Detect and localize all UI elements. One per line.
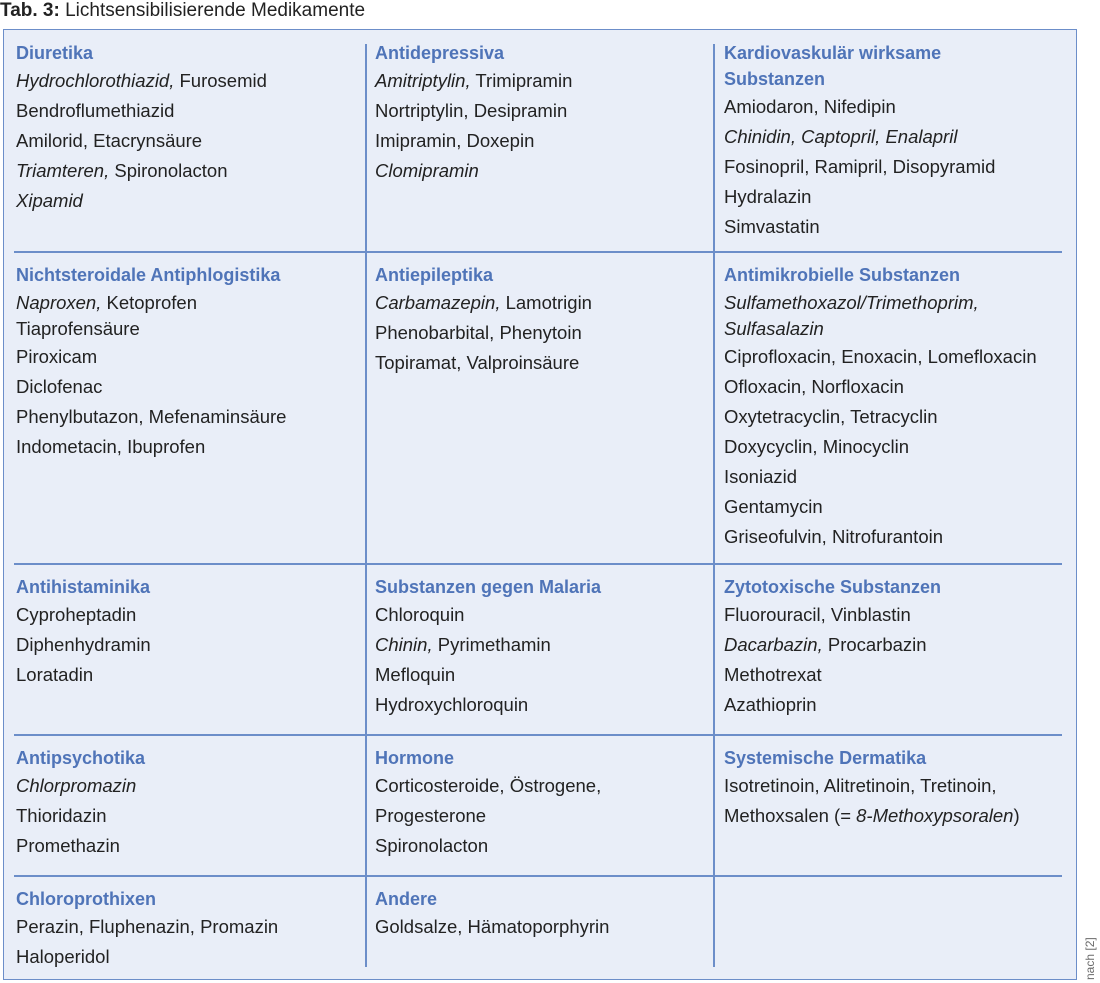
drug-line: Griseofulvin, Nitrofurantoin	[724, 526, 944, 547]
drug-line: Spironolacton	[375, 835, 489, 856]
row-divider	[14, 875, 1062, 877]
cell-nsar	[16, 262, 286, 462]
drug-line: Haloperidol	[16, 946, 110, 967]
drug-line: Hydrochlorothiazid, Furosemid	[16, 70, 267, 91]
source-credit: nach [2]	[1083, 937, 1097, 980]
cell-chloroprothixen	[16, 886, 278, 972]
drug-line: Methotrexat	[724, 664, 822, 685]
drug-line: Oxytetracyclin, Tetracyclin	[724, 406, 938, 427]
cell-diuretika	[16, 40, 267, 216]
drug-line: Triamteren, Spironolacton	[16, 160, 228, 181]
drug-line: Simvastatin	[724, 216, 820, 237]
cell-zytotoxisch	[724, 574, 941, 720]
drug-line: Ciprofloxacin, Enoxacin, Lomefloxacin	[724, 346, 1037, 367]
cell-andere	[375, 886, 609, 942]
category-heading: Antihistaminika	[16, 577, 151, 597]
row-divider	[14, 251, 1062, 253]
drug-line: Carbamazepin, Lamotrigin	[375, 292, 592, 313]
category-heading: Nichtsteroidale Antiphlogistika	[16, 265, 281, 285]
drug-line: Phenobarbital, Phenytoin	[375, 322, 582, 343]
cell-malaria	[375, 574, 601, 720]
drug-line: Topiramat, Valproinsäure	[375, 352, 580, 373]
drug-line: Clomipramin	[375, 160, 479, 181]
drug-line: Hydroxychloroquin	[375, 694, 529, 715]
drug-line: Piroxicam	[16, 346, 98, 367]
drug-line: Naproxen, Ketoprofen	[16, 292, 198, 313]
drug-line: Xipamid	[16, 190, 83, 211]
category-heading: Chloroprothixen	[16, 889, 156, 909]
column-divider	[713, 44, 715, 967]
drug-line: Hydralazin	[724, 186, 812, 207]
category-heading: Kardiovaskulär wirksame	[724, 43, 942, 63]
drug-line: Imipramin, Doxepin	[375, 130, 535, 151]
drug-line: Fosinopril, Ramipril, Disopyramid	[724, 156, 996, 177]
drug-line: Corticosteroide, Östrogene,	[375, 775, 602, 796]
category-heading: Andere	[375, 889, 438, 909]
drug-line: Bendroflumethiazid	[16, 100, 175, 121]
drug-line: Loratadin	[16, 664, 94, 685]
drug-line: Diclofenac	[16, 376, 103, 397]
table-caption-label: Tab. 3:	[0, 0, 60, 21]
drug-line: Methoxsalen (= 8-Methoxypsoralen)	[724, 805, 1020, 826]
drug-line: Gentamycin	[724, 496, 823, 517]
drug-line: Amiodaron, Nifedipin	[724, 96, 896, 117]
drug-line: Tiaprofensäure	[16, 318, 140, 339]
drug-line: Sulfamethoxazol/Trimethoprim,	[724, 292, 979, 313]
cell-antihistaminika	[16, 574, 151, 690]
category-heading: Substanzen	[724, 69, 826, 89]
drug-line: Sulfasalazin	[724, 318, 824, 339]
cell-dermatika	[724, 745, 1020, 831]
drug-line: Ofloxacin, Norfloxacin	[724, 376, 904, 397]
drug-line: Mefloquin	[375, 664, 456, 685]
drug-line: Isotretinoin, Alitretinoin, Tretinoin,	[724, 775, 997, 796]
drug-line: Perazin, Fluphenazin, Promazin	[16, 916, 279, 937]
category-heading: Antimikrobielle Substanzen	[724, 265, 961, 285]
category-heading: Hormone	[375, 748, 455, 768]
drug-line: Chloroquin	[375, 604, 465, 625]
cell-antidepressiva	[375, 40, 572, 186]
row-divider	[14, 734, 1062, 736]
drug-line: Goldsalze, Hämatoporphyrin	[375, 916, 610, 937]
drug-line: Chinin, Pyrimethamin	[375, 634, 551, 655]
drug-line: Diphenhydramin	[16, 634, 151, 655]
drug-table	[3, 29, 1077, 980]
cell-antipsychotika	[16, 745, 145, 861]
drug-line: Amilorid, Etacrynsäure	[16, 130, 203, 151]
cell-antiepileptika	[375, 262, 592, 378]
drug-line: Dacarbazin, Procarbazin	[724, 634, 927, 655]
cell-hormone	[375, 745, 601, 861]
drug-line: Promethazin	[16, 835, 120, 856]
drug-line: Progesterone	[375, 805, 487, 826]
drug-line: Amitriptylin, Trimipramin	[375, 70, 573, 91]
category-heading: Diuretika	[16, 43, 94, 63]
drug-line: Nortriptylin, Desipramin	[375, 100, 568, 121]
drug-line: Cyproheptadin	[16, 604, 137, 625]
category-heading: Antidepressiva	[375, 43, 505, 63]
drug-line: Thioridazin	[16, 805, 107, 826]
drug-line: Fluorouracil, Vinblastin	[724, 604, 911, 625]
cell-kardiovaskulaer	[724, 40, 995, 242]
drug-line: Indometacin, Ibuprofen	[16, 436, 206, 457]
table-caption	[0, 0, 365, 22]
category-heading: Antiepileptika	[375, 265, 494, 285]
category-heading: Substanzen gegen Malaria	[375, 577, 602, 597]
category-heading: Systemische Dermatika	[724, 748, 927, 768]
drug-line: Doxycyclin, Minocyclin	[724, 436, 910, 457]
table-caption-text: Lichtsensibilisierende Medikamente	[65, 0, 366, 21]
drug-line: Azathioprin	[724, 694, 817, 715]
drug-line: Chlorpromazin	[16, 775, 137, 796]
column-divider	[365, 44, 367, 967]
row-divider	[14, 563, 1062, 565]
category-heading: Zytotoxische Substanzen	[724, 577, 942, 597]
cell-antimikrobiell	[724, 262, 1037, 552]
drug-line: Phenylbutazon, Mefenaminsäure	[16, 406, 287, 427]
drug-line: Chinidin, Captopril, Enalapril	[724, 126, 958, 147]
drug-line: Isoniazid	[724, 466, 798, 487]
category-heading: Antipsychotika	[16, 748, 146, 768]
